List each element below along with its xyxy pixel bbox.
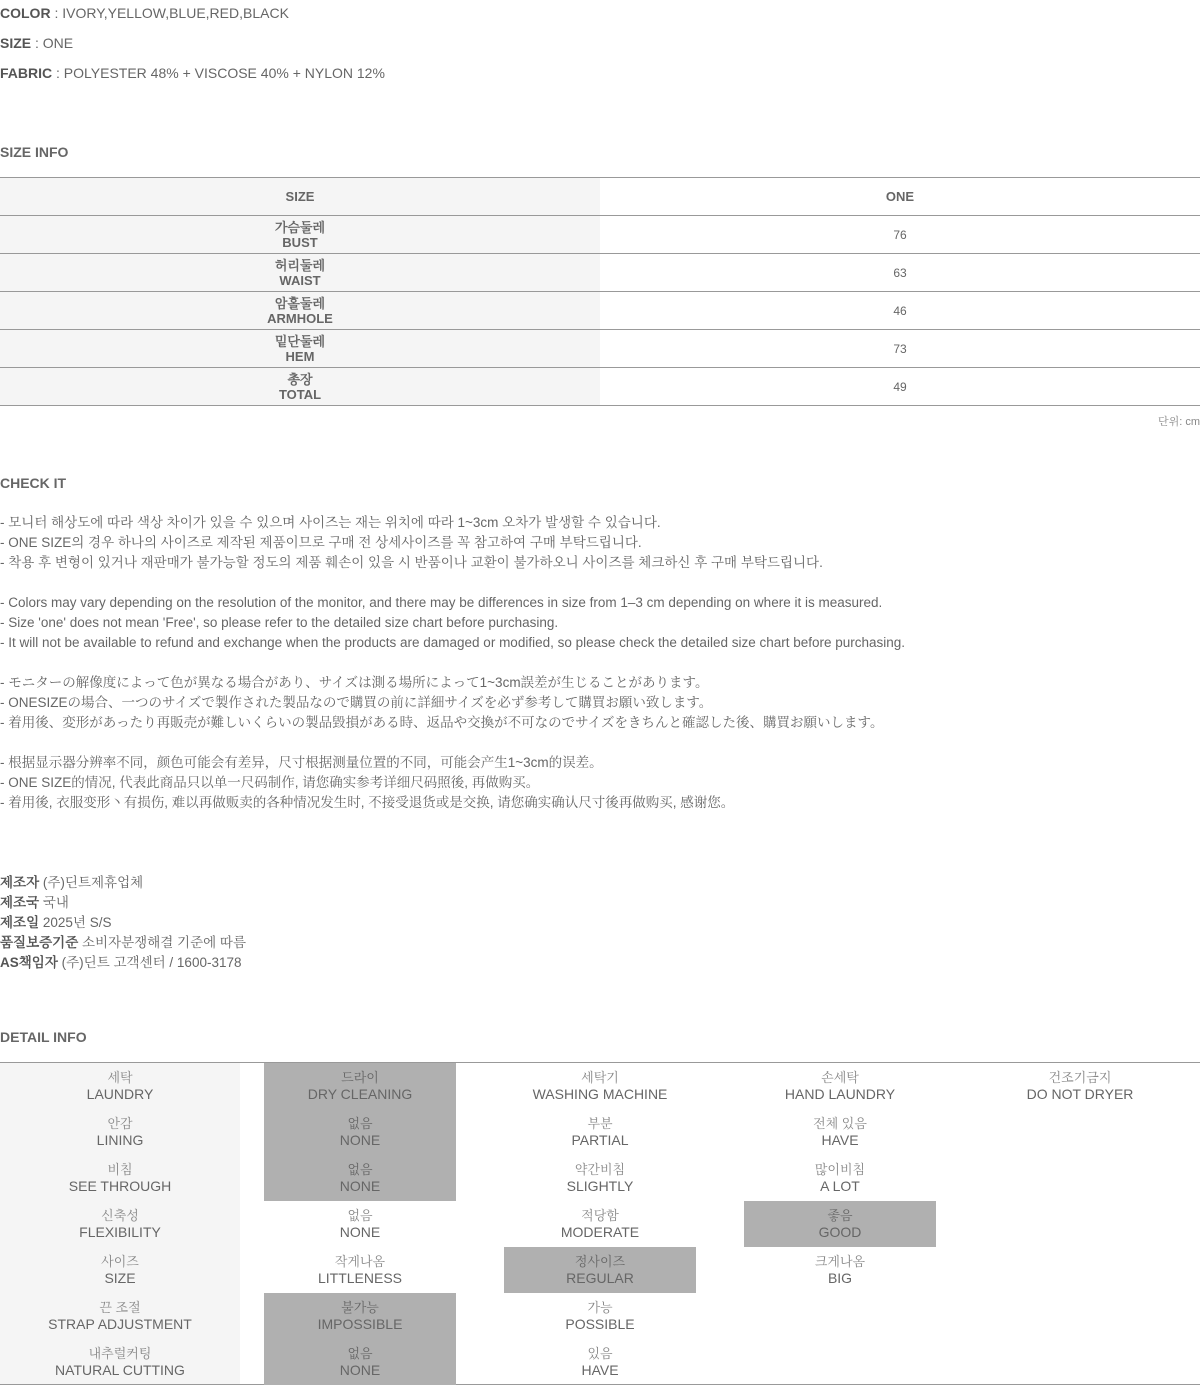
detail-option (264, 1201, 456, 1247)
option-ko: 좋음 (827, 1208, 853, 1223)
check-it-notes (0, 513, 905, 813)
detail-option (504, 1109, 696, 1155)
size-label-en: WAIST (279, 272, 321, 288)
detail-option-selected (744, 1201, 936, 1247)
option-en: BIG (827, 1270, 853, 1286)
maker-label: 품질보증기준 (0, 935, 79, 950)
option-ko: 있음 (587, 1346, 613, 1361)
detail-option (984, 1063, 1176, 1109)
spec-value: : IVORY,YELLOW,BLUE,RED,BLACK (50, 5, 289, 21)
spec-size (0, 35, 73, 51)
option-en: IMPOSSIBLE (317, 1316, 403, 1332)
option-en: NONE (339, 1362, 381, 1378)
note-line: - 着用後、変形があったり再販売が難しいくらいの製品毀損がある時、返品や交換が不可なのでサイズをきちんと確認した後、購買お願いします。 (0, 715, 884, 730)
detail-option (504, 1293, 696, 1339)
size-header-value: ONE (885, 189, 915, 204)
size-value: 46 (893, 303, 907, 318)
detail-option (504, 1201, 696, 1247)
option-ko: 없음 (347, 1116, 373, 1131)
option-en: NONE (339, 1132, 381, 1148)
option-ko: 세탁기 (581, 1070, 619, 1085)
option-en: NONE (339, 1178, 381, 1194)
option-en: REGULAR (566, 1270, 634, 1286)
option-en: PARTIAL (571, 1132, 629, 1148)
note-line: - Size 'one' does not mean 'Free', so please refer to the detailed size chart before purchasing. (0, 615, 559, 630)
spec-fabric (0, 65, 385, 81)
size-label-en: ARMHOLE (267, 310, 333, 326)
detail-option (264, 1247, 456, 1293)
maker-line (0, 933, 246, 953)
detail-option (504, 1155, 696, 1201)
size-table (0, 177, 1200, 406)
size-label (0, 368, 600, 405)
maker-info (0, 873, 246, 973)
size-value: 73 (893, 341, 907, 356)
note-line: - It will not be available to refund and exchange when the products are damaged or modified, so please check the detailed size chart before purchasing. (0, 635, 906, 650)
table-row (0, 216, 1200, 254)
option-en: DRY CLEANING (307, 1086, 413, 1102)
label-en: NATURAL CUTTING (55, 1362, 185, 1378)
option-ko: 드라이 (341, 1070, 379, 1085)
label-en: SEE THROUGH (68, 1178, 172, 1194)
label-ko: 신축성 (101, 1208, 139, 1223)
size-label-ko: 밑단둘레 (274, 333, 326, 349)
label-ko: 안감 (107, 1116, 133, 1131)
size-value: 63 (893, 265, 907, 280)
size-table-header (0, 178, 1200, 216)
option-ko: 없음 (347, 1208, 373, 1223)
note-line: - 모니터 해상도에 따라 색상 차이가 있을 수 있으며 사이즈는 재는 위치에 따라 1~3cm 오차가 발생할 수 있습니다. (0, 515, 661, 530)
table-row (0, 368, 1200, 406)
option-en: HAVE (821, 1132, 859, 1148)
detail-option-selected (264, 1109, 456, 1155)
label-ko: 끈 조절 (99, 1300, 141, 1315)
detail-option (744, 1063, 936, 1109)
detail-option (744, 1109, 936, 1155)
maker-label: 제조국 (0, 895, 40, 910)
detail-option (504, 1063, 696, 1109)
spec-color (0, 5, 289, 21)
check-it-title: CHECK IT (0, 475, 67, 491)
note-line: - 根据显示器分辨率不同，颜色可能会有差异，尺寸根据测量位置的不同，可能会产生1~3cm的误差。 (0, 755, 603, 770)
note-line: - モニターの解像度によって色が異なる場合があり、サイズは測る場所によって1~3cm誤差が生じることがあります。 (0, 675, 709, 690)
size-label (0, 330, 600, 367)
maker-line (0, 893, 246, 913)
option-ko: 불가능 (341, 1300, 379, 1315)
option-en: A LOT (820, 1178, 860, 1194)
size-label (0, 254, 600, 291)
option-en: HAVE (581, 1362, 619, 1378)
label-en: SIZE (104, 1270, 136, 1286)
option-ko: 적당함 (581, 1208, 619, 1223)
maker-line (0, 873, 246, 893)
maker-label: AS책임자 (0, 955, 58, 970)
option-ko: 손세탁 (821, 1070, 859, 1085)
size-value: 76 (893, 227, 907, 242)
note-line: - 착용 후 변형이 있거나 재판매가 불가능할 정도의 제품 훼손이 있을 시 반품이나 교환이 불가하오니 사이즈를 체크하신 후 구매 부탁드립니다. (0, 555, 823, 570)
detail-option (744, 1155, 936, 1201)
option-en: GOOD (818, 1224, 862, 1240)
detail-option-selected (264, 1063, 456, 1109)
detail-row-label (0, 1109, 240, 1155)
spec-value: : POLYESTER 48% + VISCOSE 40% + NYLON 12% (52, 65, 385, 81)
maker-label: 제조일 (0, 915, 40, 930)
label-ko: 사이즈 (101, 1254, 139, 1269)
option-en: NONE (339, 1224, 381, 1240)
option-en: DO NOT DRYER (1026, 1086, 1134, 1102)
spec-label: FABRIC (0, 65, 53, 81)
maker-value: 국내 (39, 895, 69, 910)
unit-note: 단위: cm (1157, 416, 1200, 428)
maker-label: 제조자 (0, 875, 40, 890)
option-ko: 부분 (587, 1116, 613, 1131)
size-info-title: SIZE INFO (0, 144, 69, 160)
detail-info-title: DETAIL INFO (0, 1029, 87, 1045)
note-line: - ONE SIZE의 경우 하나의 사이즈로 제작된 제품이므로 구매 전 상세사이즈를 꼭 참고하여 구매 부탁드립니다. (0, 535, 642, 550)
detail-row-label (0, 1339, 240, 1385)
detail-row-label (0, 1201, 240, 1247)
detail-table (0, 1062, 1200, 1385)
table-row (0, 330, 1200, 368)
note-line: - ONE SIZE的情况, 代表此商品只以单一尺码制作, 请您确实参考详细尺码照後, 再做购买。 (0, 775, 540, 790)
detail-option (504, 1339, 696, 1385)
option-ko: 작게나옴 (334, 1254, 386, 1269)
size-header-label: SIZE (0, 178, 600, 215)
option-ko: 정사이즈 (574, 1254, 626, 1269)
label-en: LINING (96, 1132, 144, 1148)
option-en: POSSIBLE (565, 1316, 635, 1332)
table-row (0, 254, 1200, 292)
option-en: LITTLENESS (317, 1270, 403, 1286)
label-ko: 내추럴커팅 (88, 1346, 152, 1361)
option-ko: 많이비침 (814, 1162, 866, 1177)
maker-value: 2025년 S/S (39, 915, 112, 930)
detail-row-label (0, 1063, 240, 1109)
detail-row-label (0, 1155, 240, 1201)
option-en: SLIGHTLY (566, 1178, 634, 1194)
size-label (0, 292, 600, 329)
option-ko: 없음 (347, 1162, 373, 1177)
size-value: 49 (893, 379, 907, 394)
detail-option-selected (264, 1339, 456, 1385)
size-label-ko: 암홀둘레 (274, 295, 326, 311)
detail-option-selected (264, 1155, 456, 1201)
detail-row-label (0, 1247, 240, 1293)
size-label (0, 216, 600, 253)
detail-row-label (0, 1293, 240, 1339)
detail-option-selected (504, 1247, 696, 1293)
spec-value: : ONE (31, 35, 74, 51)
label-en: STRAP ADJUSTMENT (48, 1316, 192, 1332)
option-ko: 전체 있음 (813, 1116, 867, 1131)
option-en: HAND LAUNDRY (784, 1086, 896, 1102)
option-ko: 약간비침 (574, 1162, 626, 1177)
option-ko: 가능 (587, 1300, 613, 1315)
label-ko: 비침 (107, 1162, 133, 1177)
note-line: - ONESIZEの場合、一つのサイズで製作された製品なので購買の前に詳細サイズを必ず参考して購買お願い致します。 (0, 695, 713, 710)
size-label-ko: 총장 (287, 371, 313, 387)
maker-value: (주)딘트 고객센터 / 1600-3178 (57, 955, 242, 970)
size-label-ko: 가슴둘레 (274, 219, 326, 235)
label-en: FLEXIBILITY (79, 1224, 161, 1240)
option-ko: 크게나옴 (814, 1254, 866, 1269)
table-row (0, 292, 1200, 330)
option-ko: 없음 (347, 1346, 373, 1361)
maker-line (0, 953, 246, 973)
label-en: LAUNDRY (86, 1086, 154, 1102)
detail-option-selected (264, 1293, 456, 1339)
size-label-ko: 허리둘레 (274, 257, 326, 273)
label-ko: 세탁 (107, 1070, 133, 1085)
size-label-en: TOTAL (278, 386, 322, 402)
detail-option (744, 1247, 936, 1293)
maker-line (0, 913, 246, 933)
spec-label: COLOR (0, 5, 51, 21)
note-line: - 着用後, 衣服变形丶有损伤, 难以再做贩卖的各种情况发生时, 不接受退货或是交换, 请您确实确认尺寸後再做购买, 感谢您。 (0, 795, 735, 810)
option-en: WASHING MACHINE (532, 1086, 668, 1102)
maker-value: 소비자분쟁해결 기준에 따름 (78, 935, 246, 950)
option-en: MODERATE (560, 1224, 640, 1240)
spec-label: SIZE (0, 35, 32, 51)
size-label-en: HEM (285, 348, 315, 364)
size-label-en: BUST (282, 234, 318, 250)
note-line: - Colors may vary depending on the resolution of the monitor, and there may be differences in size from 1–3 cm depending on where it is measured. (0, 595, 883, 610)
maker-value: (주)딘트제휴업체 (39, 875, 144, 890)
option-ko: 건조기금지 (1048, 1070, 1112, 1085)
